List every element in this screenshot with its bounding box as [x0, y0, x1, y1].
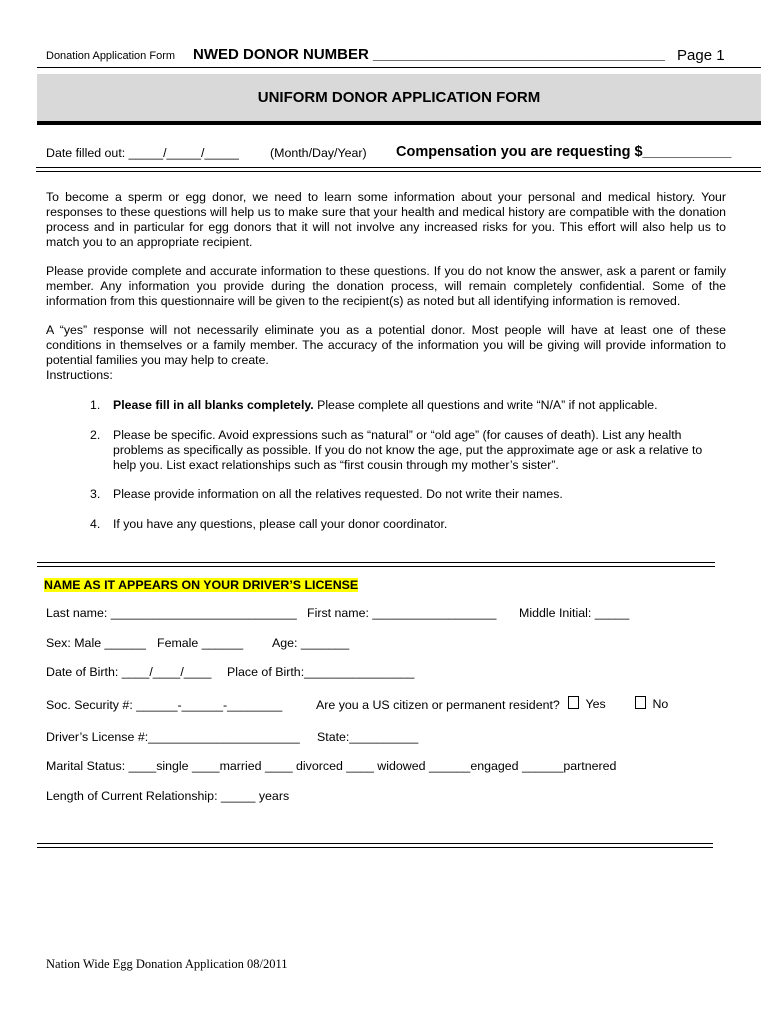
compensation-field[interactable]: Compensation you are requesting $___________	[396, 144, 732, 160]
relationship-length-field[interactable]: Length of Current Relationship: _____ years	[46, 789, 290, 803]
section-rule-bottom	[37, 843, 713, 848]
date-format-hint: (Month/Day/Year)	[270, 146, 367, 160]
marital-status-field[interactable]: Marital Status: ____single ____married ____ divorced ____ widowed ______engaged ______partnered	[46, 759, 617, 773]
place-of-birth-field[interactable]: Place of Birth:________________	[227, 665, 415, 679]
page-number: Page 1	[677, 47, 725, 64]
form-label: Donation Application Form	[46, 50, 176, 62]
ssn-field[interactable]: Soc. Security #: ______-______-________	[46, 698, 283, 712]
sex-male-field[interactable]: Sex: Male ______	[46, 636, 146, 650]
sex-female-field[interactable]: Female ______	[157, 636, 244, 650]
date-filled-field[interactable]: Date filled out: _____/_____/_____	[46, 146, 239, 160]
last-name-field[interactable]: Last name: ___________________________	[46, 606, 297, 620]
dob-field[interactable]: Date of Birth: ____/____/____	[46, 665, 212, 679]
section-heading: NAME AS IT APPEARS ON YOUR DRIVER’S LICENSE	[44, 578, 359, 592]
no-option[interactable]: No	[635, 696, 668, 711]
middle-initial-field[interactable]: Middle Initial: _____	[519, 606, 630, 620]
donor-number-label: NWED DONOR NUMBER ___________________________________	[193, 46, 665, 63]
no-checkbox[interactable]	[635, 696, 646, 709]
header-rule	[37, 67, 761, 68]
yes-checkbox[interactable]	[568, 696, 579, 709]
first-name-field[interactable]: First name: __________________	[307, 606, 497, 620]
section-rule-top	[37, 562, 715, 567]
instructions-label: Instructions:	[46, 368, 113, 382]
citizen-question: Are you a US citizen or permanent resident?	[316, 698, 560, 712]
intro-paragraph-2: Please provide complete and accurate information to these questions. If you do not know the answer, ask a parent or family member. Any information you provide during the donation process, will remain completely confidential. Some of the information from this questionnaire will be given to the recipient(s) as noted but all identifying information is removed.	[46, 264, 726, 308]
title-banner	[37, 74, 761, 125]
age-field[interactable]: Age: _______	[272, 636, 350, 650]
yes-option[interactable]: Yes	[568, 696, 606, 711]
footer-text: Nation Wide Egg Donation Application 08/2011	[46, 957, 288, 971]
intro-paragraph-3: A “yes” response will not necessarily eliminate you as a potential donor. Most people will have at least one of these conditions in themselves or a family member. The accuracy of the information you will be giving will provide information to potential families you may help to create.	[46, 323, 726, 367]
page-title: UNIFORM DONOR APPLICATION FORM	[257, 89, 541, 106]
double-rule	[36, 167, 761, 172]
drivers-license-field[interactable]: Driver’s License #:______________________	[46, 730, 300, 744]
intro-paragraph-1: To become a sperm or egg donor, we need to learn some information about your personal and medical history. Your responses to these questions will help us to make sure that your health and medical history are compatible with the donation process and in particular for egg donors that it will not involve any increased risks for you. This effort will also help us to match you to an appropriate recipient.	[46, 190, 726, 249]
state-field[interactable]: State:__________	[317, 730, 419, 744]
